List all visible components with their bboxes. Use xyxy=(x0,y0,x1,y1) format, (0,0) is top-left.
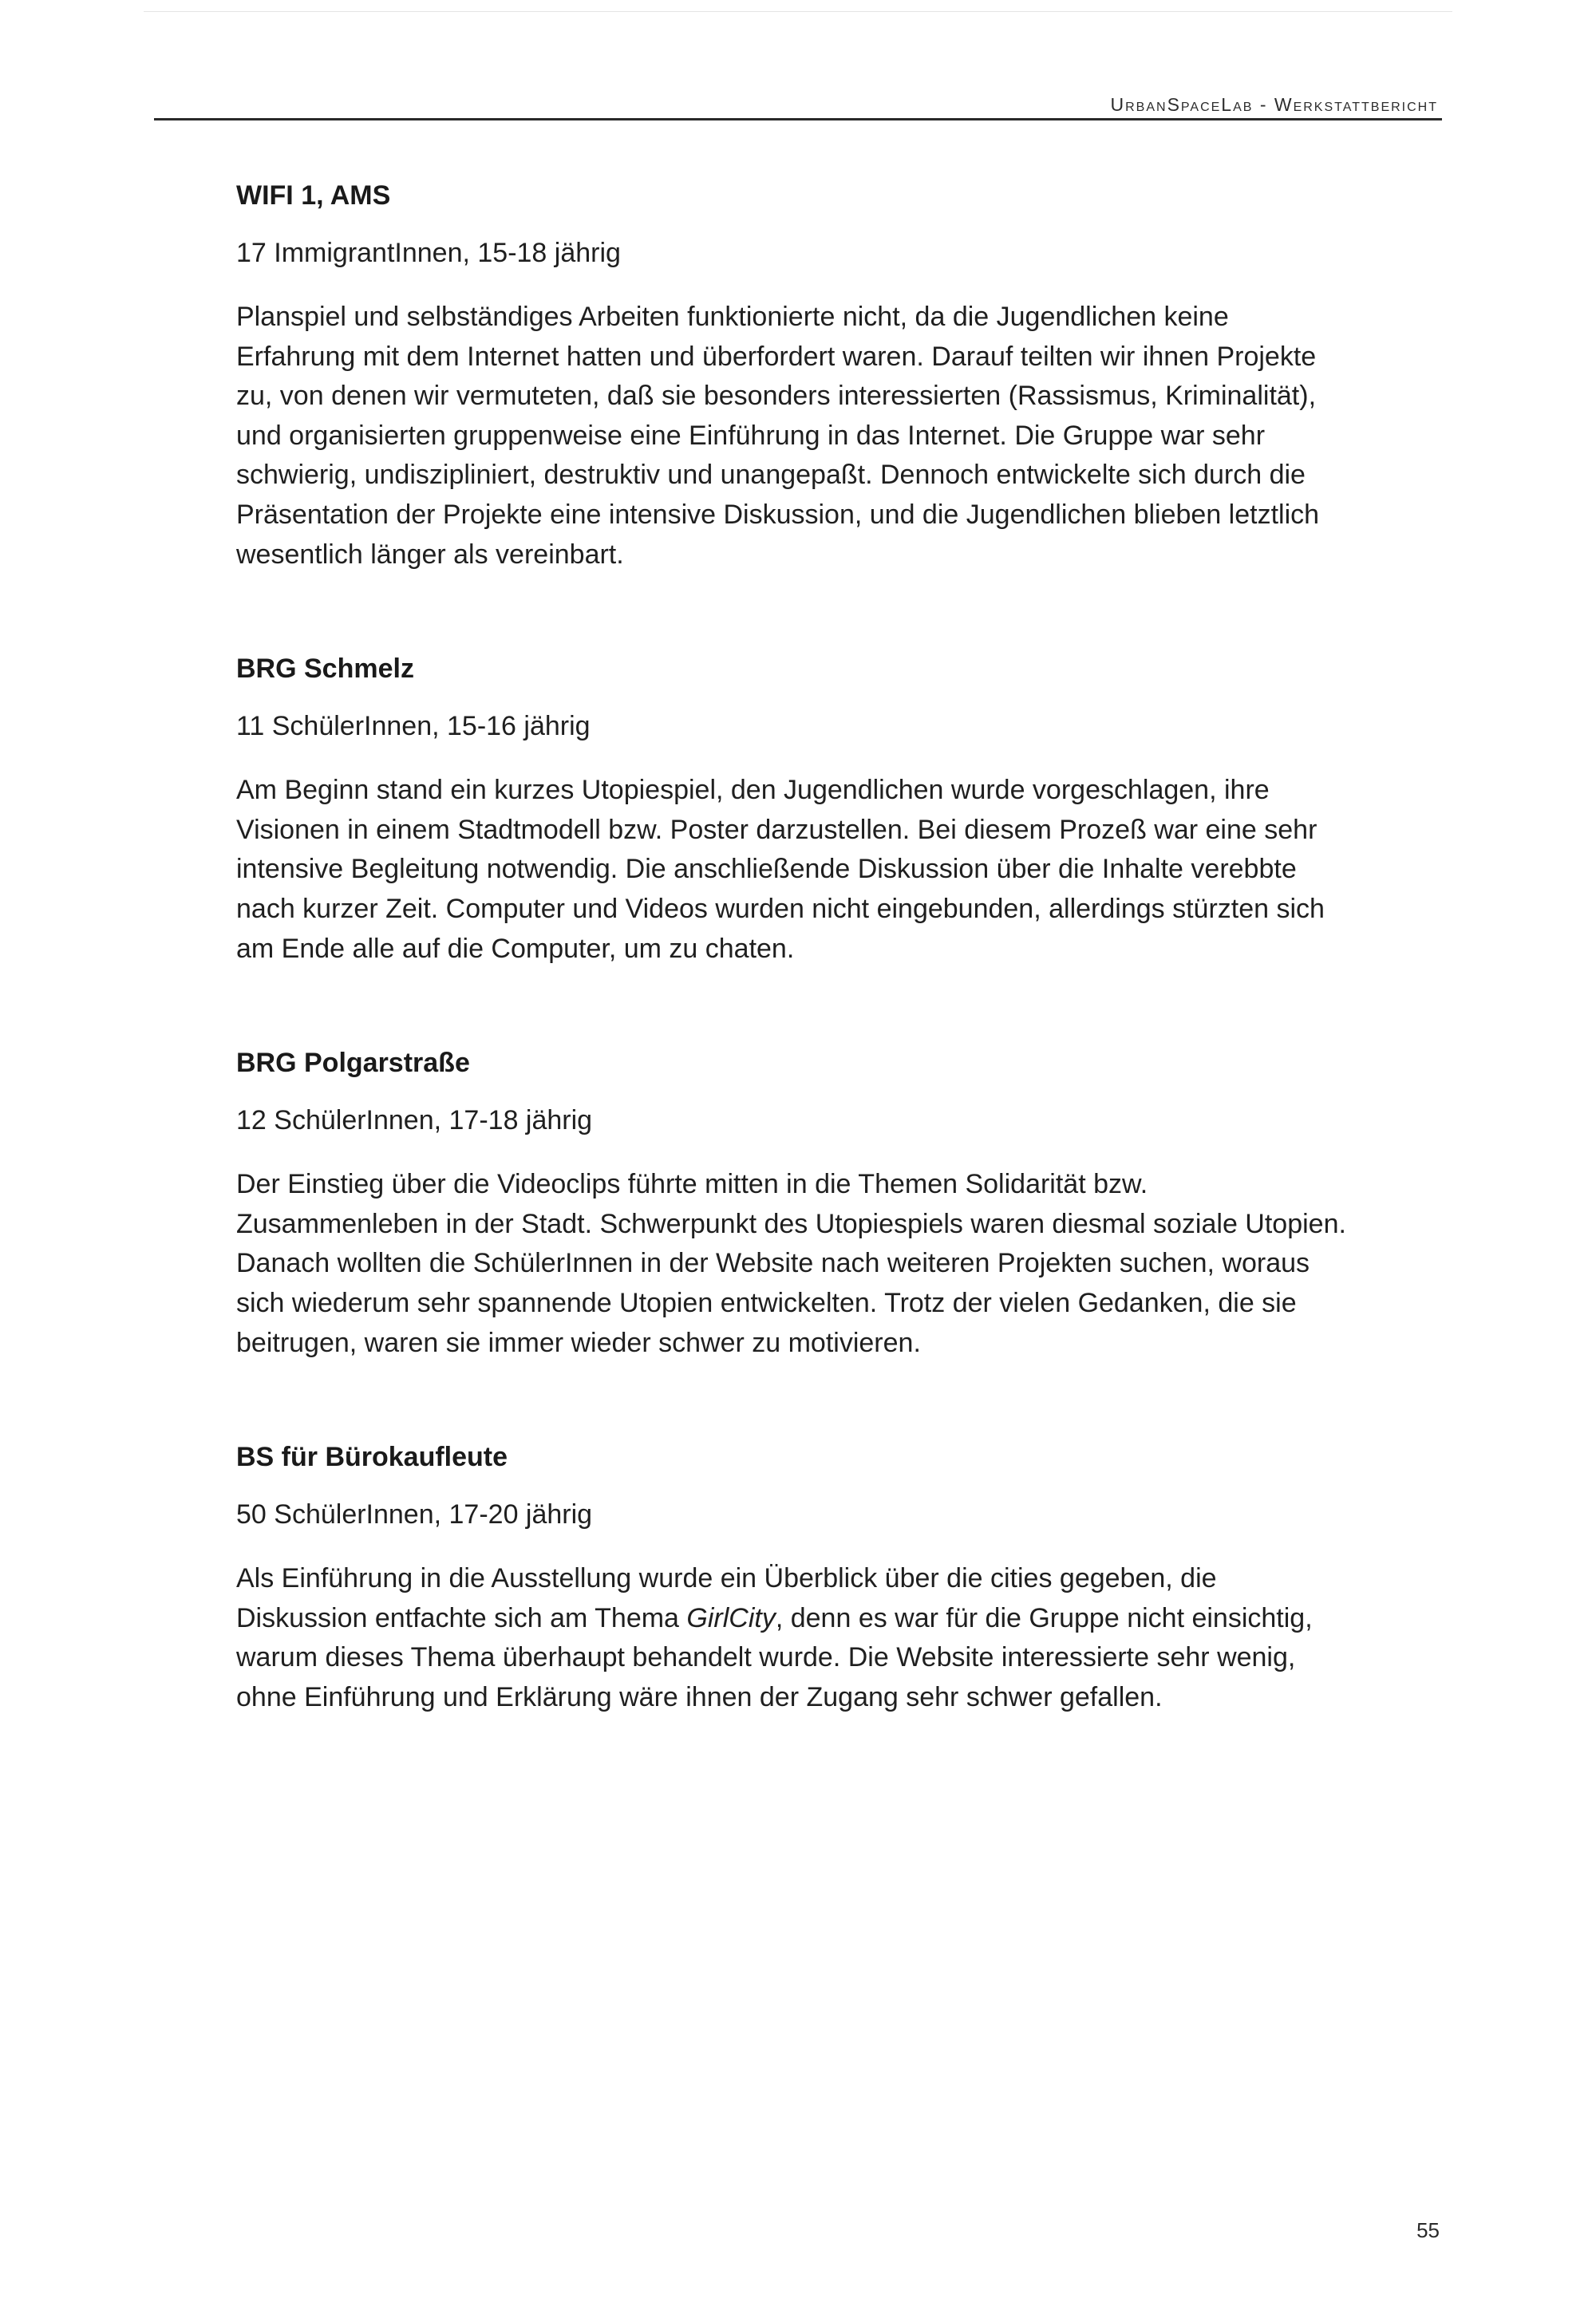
section-participants: 17 ImmigrantInnen, 15-18 jährig xyxy=(236,238,621,268)
section-body xyxy=(236,1559,1449,1717)
section-brg-polgarstrasse xyxy=(236,1039,1449,1363)
section-body: Der Einstieg über die Videoclips führte mitten in die Themen Solidarität bzw. Zusammenleben in der Stadt. Schwerpunkt des Utopiespiels waren diesmal soziale Utopien. Danach wollten die SchülerInnen in der Website nach weiteren Projekten suchen, woraus sich wiederum sehr spannende Utopien entwickelten. Trotz der vielen Gedanken, die sie beitrugen, waren sie immer wieder schwer zu motivieren. xyxy=(236,1169,1346,1358)
section-participants: 50 SchülerInnen, 17-20 jährig xyxy=(236,1499,593,1530)
section-wifi-ams xyxy=(236,172,1449,575)
section-title: BRG Schmelz xyxy=(236,654,414,685)
girlcity-italic: GirlCity xyxy=(686,1602,776,1633)
section-brg-schmelz xyxy=(236,645,1449,969)
page-number: 55 xyxy=(1416,2218,1440,2242)
section-participants: 11 SchülerInnen, 15-16 jährig xyxy=(236,711,591,742)
section-title: BRG Polgarstraße xyxy=(236,1048,470,1079)
section-body: Planspiel und selbständiges Arbeiten funktionierte nicht, da die Jugendlichen keine Erfahrung mit dem Internet hatten und überfordert waren. Darauf teilten wir ihnen Projekte zu, von denen wir vermuteten, daß sie besonders interessierten (Rassismus, Kriminalität), und organisierten gruppenweise eine Einführung in das Internet. Die Gruppe war sehr schwierig, undiszipliniert, destruktiv und unangepaßt. Dennoch entwickelte sich durch die Präsentation der Projekte eine intensive Diskussion, und die Jugendlichen blieben letztlich wesentlich länger als vereinbart. xyxy=(236,302,1320,570)
header-rule xyxy=(154,118,1442,120)
main-content xyxy=(236,172,1449,1787)
running-header: UrbanSpaceLab - Werkstattbericht xyxy=(1110,94,1438,115)
section-body: Am Beginn stand ein kurzes Utopiespiel, den Jugendlichen wurde vorgeschlagen, ihre Visionen in einem Stadtmodell bzw. Poster darzustellen. Bei diesem Prozeß war eine sehr intensive Begleitung notwendig. Die anschließende Diskussion über die Inhalte verebbte nach kurzer Zeit. Computer und Videos wurden nicht eingebunden, allerdings stürzten sich am Ende alle auf die Computer, um zu chaten. xyxy=(236,775,1325,964)
scan-edge-line xyxy=(144,11,1452,12)
section-bs-buerokaufleute xyxy=(236,1433,1449,1717)
section-title: WIFI 1, AMS xyxy=(236,180,391,211)
section-title: BS für Bürokaufleute xyxy=(236,1442,508,1473)
body-text-before: Als Einführung in die Ausstellung wurde ein Überblick über die cities gegeben, die Diskussion entfachte sich am Thema xyxy=(236,1563,1217,1633)
body-text-after: , denn es war für die Gruppe nicht einsichtig, warum dieses Thema überhaupt behandelt wurde. Die Website interessierte sehr wenig, ohne Einführung und Erklärung wäre ihnen der Zugang sehr schwer gefallen. xyxy=(236,1602,1313,1712)
section-participants: 12 SchülerInnen, 17-18 jährig xyxy=(236,1105,593,1136)
